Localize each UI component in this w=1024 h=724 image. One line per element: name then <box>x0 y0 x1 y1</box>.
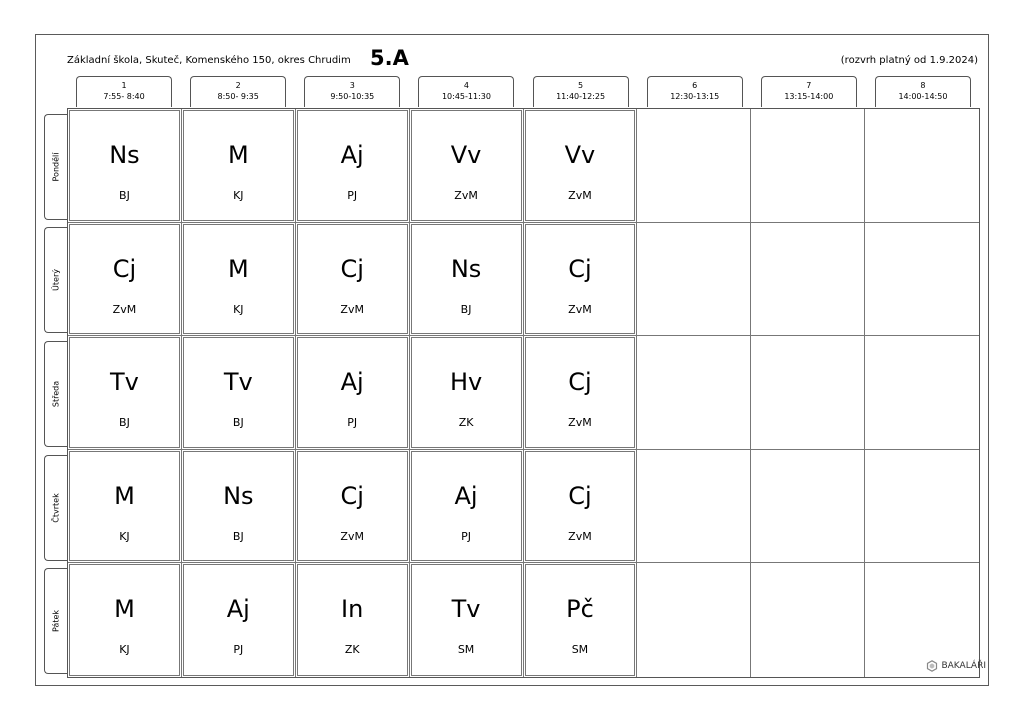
day-name: Úterý <box>51 269 61 292</box>
timetable-cell <box>410 563 524 677</box>
lesson-teacher: KJ <box>233 302 244 316</box>
timetable-cell <box>296 336 410 450</box>
lesson-subject: Cj <box>340 254 364 283</box>
lesson-teacher: ZK <box>344 643 360 657</box>
footer-brand <box>926 660 986 672</box>
lesson-card[interactable] <box>297 564 408 676</box>
period-number: 7 <box>806 81 812 90</box>
lesson-subject: In <box>341 595 364 624</box>
period-number: 4 <box>463 81 469 90</box>
lesson-subject: Vv <box>564 141 596 169</box>
lesson-card[interactable] <box>411 337 522 448</box>
lesson-card[interactable] <box>411 224 522 335</box>
lesson-teacher: ZK <box>458 416 474 430</box>
period-number: 5 <box>578 81 584 90</box>
period-number: 3 <box>349 81 355 90</box>
lesson-card[interactable] <box>69 110 180 221</box>
timetable-cell <box>637 450 751 564</box>
lesson-subject: Aj <box>454 481 478 510</box>
period-time: 7:55- 8:40 <box>103 92 145 101</box>
lesson-teacher: ZvM <box>568 529 592 543</box>
lesson-card[interactable] <box>525 451 636 562</box>
lesson-teacher: KJ <box>233 189 244 202</box>
lesson-subject: Aj <box>340 141 364 169</box>
timetable-cell <box>410 450 524 564</box>
lesson-teacher: ZvM <box>568 189 592 202</box>
period-time: 8:50- 9:35 <box>217 92 259 101</box>
timetable-cell <box>865 223 979 337</box>
lesson-subject: Aj <box>340 368 364 397</box>
lesson-subject: Cj <box>568 254 592 283</box>
timetable-cell <box>182 109 296 223</box>
day-label-1 <box>44 114 67 220</box>
lesson-teacher: BJ <box>119 189 130 202</box>
timetable-cell <box>751 336 865 450</box>
timetable-cell <box>182 336 296 450</box>
lesson-card[interactable] <box>69 564 180 676</box>
day-label-2 <box>44 227 67 333</box>
timetable-cell <box>296 223 410 337</box>
period-header-7 <box>761 76 857 107</box>
timetable-cell <box>524 450 638 564</box>
day-label-3 <box>44 341 67 447</box>
lesson-card[interactable] <box>183 564 294 676</box>
lesson-subject: Tv <box>110 368 139 397</box>
lesson-subject: Vv <box>450 141 482 169</box>
timetable-cell <box>524 563 638 677</box>
lesson-subject: Tv <box>451 595 481 624</box>
lesson-subject: Ns <box>450 254 482 283</box>
period-header-1 <box>76 76 172 107</box>
lesson-teacher: BJ <box>232 416 244 430</box>
lesson-subject: Ns <box>109 141 140 169</box>
lesson-subject: Cj <box>568 368 592 397</box>
lesson-card[interactable] <box>297 224 408 335</box>
period-header-5 <box>533 76 629 107</box>
timetable-cell <box>524 223 638 337</box>
timetable-cell <box>524 109 638 223</box>
lesson-card[interactable] <box>183 337 294 448</box>
timetable-cell <box>410 109 524 223</box>
lesson-card[interactable] <box>69 451 180 562</box>
lesson-teacher: ZvM <box>454 189 478 202</box>
lesson-subject: M <box>227 141 249 169</box>
lesson-card[interactable] <box>297 451 408 562</box>
lesson-teacher: PJ <box>461 529 471 543</box>
timetable-cell <box>296 563 410 677</box>
lesson-card[interactable] <box>525 110 636 221</box>
period-time: 11:40-12:25 <box>556 92 606 101</box>
lesson-subject: M <box>227 254 249 283</box>
lesson-subject: Cj <box>568 481 592 510</box>
school-name: Základní škola, Skuteč, Komenského 150, okres Chrudim <box>67 55 351 66</box>
timetable-cell <box>751 563 865 677</box>
lesson-teacher: BJ <box>232 529 244 543</box>
timetable-cell <box>524 336 638 450</box>
lesson-subject: Ns <box>223 481 254 510</box>
timetable-cell <box>637 109 751 223</box>
timetable-cell <box>637 223 751 337</box>
bakalari-logo-icon <box>926 660 938 672</box>
validity-note: (rozvrh platný od 1.9.2024) <box>840 55 978 66</box>
period-number: 6 <box>692 81 698 90</box>
class-title: 5.A <box>370 46 409 70</box>
lesson-teacher: KJ <box>119 643 130 657</box>
day-label-5 <box>44 568 67 674</box>
footer-brand-label: BAKALÁŘI <box>941 661 986 671</box>
period-time: 9:50-10:35 <box>330 92 375 101</box>
lesson-teacher: BJ <box>119 416 130 430</box>
timetable-cell <box>751 450 865 564</box>
lesson-subject: Tv <box>223 368 253 397</box>
timetable-cell <box>410 336 524 450</box>
period-time: 13:15-14:00 <box>784 92 834 101</box>
lesson-card[interactable] <box>183 451 294 562</box>
lesson-teacher: ZvM <box>112 302 137 316</box>
timetable-cell <box>751 223 865 337</box>
timetable-cell <box>865 109 979 223</box>
lesson-card[interactable] <box>69 337 180 448</box>
lesson-card[interactable] <box>411 564 522 676</box>
day-label-4 <box>44 455 67 561</box>
lesson-subject: M <box>114 481 135 510</box>
period-number: 8 <box>920 81 926 90</box>
timetable-cell <box>865 336 979 450</box>
lesson-card[interactable] <box>525 337 636 448</box>
period-time: 12:30-13:15 <box>670 92 720 101</box>
timetable-grid <box>67 108 980 678</box>
lesson-teacher: SM <box>457 643 475 657</box>
timetable-cell <box>68 336 182 450</box>
period-header-8 <box>875 76 971 107</box>
lesson-card[interactable] <box>297 110 408 221</box>
lesson-card[interactable] <box>183 224 294 335</box>
day-name: Pátek <box>51 610 61 633</box>
timetable-cell <box>68 223 182 337</box>
period-header-3 <box>304 76 400 107</box>
timetable-cell <box>68 450 182 564</box>
lesson-teacher: PJ <box>233 643 244 657</box>
timetable-cell <box>410 223 524 337</box>
lesson-teacher: KJ <box>119 529 130 543</box>
timetable-cell <box>68 109 182 223</box>
period-header-6 <box>647 76 743 107</box>
lesson-subject: Hv <box>449 368 483 397</box>
day-name: Pondělí <box>51 152 61 182</box>
lesson-teacher: PJ <box>347 416 358 430</box>
day-name: Čtvrtek <box>51 492 61 523</box>
lesson-card[interactable] <box>297 337 408 448</box>
lesson-subject: Aj <box>226 595 250 624</box>
timetable-cell <box>637 336 751 450</box>
timetable-cell <box>68 563 182 677</box>
timetable-cell <box>637 563 751 677</box>
lesson-subject: Cj <box>112 254 137 283</box>
lesson-teacher: ZvM <box>340 529 364 543</box>
lesson-card[interactable] <box>183 110 294 221</box>
lesson-teacher: SM <box>571 643 589 657</box>
lesson-teacher: BJ <box>460 302 472 316</box>
period-time: 10:45-11:30 <box>441 92 491 101</box>
lesson-card[interactable] <box>525 224 636 335</box>
period-number: 2 <box>235 81 241 90</box>
lesson-teacher: ZvM <box>568 416 592 430</box>
lesson-card[interactable] <box>525 564 636 676</box>
timetable-cell <box>182 450 296 564</box>
lesson-subject: M <box>114 595 135 624</box>
timetable-cell <box>182 563 296 677</box>
lesson-card[interactable] <box>69 224 180 335</box>
lesson-teacher: PJ <box>347 189 358 202</box>
lesson-teacher: ZvM <box>340 302 364 316</box>
period-time: 14:00-14:50 <box>898 92 948 101</box>
timetable-cell <box>296 450 410 564</box>
lesson-card[interactable] <box>411 110 522 221</box>
lesson-subject: Cj <box>340 481 364 510</box>
timetable-cell <box>865 450 979 564</box>
lesson-subject: Pč <box>566 595 594 624</box>
day-name: Středa <box>51 380 61 408</box>
timetable-cell <box>751 109 865 223</box>
period-number: 1 <box>121 81 127 90</box>
timetable-cell <box>182 223 296 337</box>
timetable-cell <box>296 109 410 223</box>
period-header-2 <box>190 76 286 107</box>
period-header-4 <box>418 76 514 107</box>
lesson-card[interactable] <box>411 451 522 562</box>
lesson-teacher: ZvM <box>568 302 592 316</box>
